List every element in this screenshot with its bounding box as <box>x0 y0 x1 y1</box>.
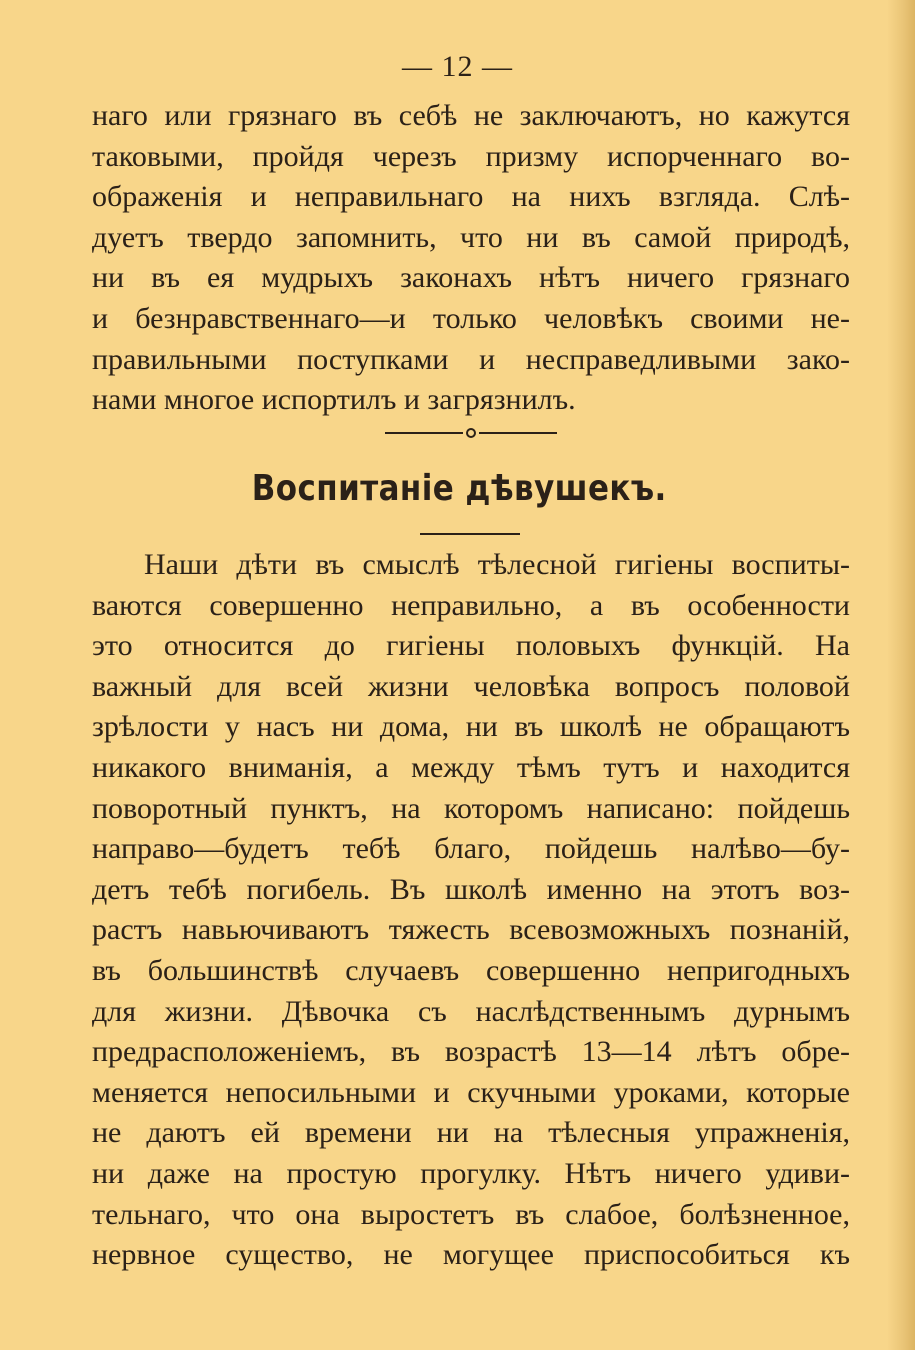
page-number: — 12 — <box>402 50 513 83</box>
text-line: ваются совершенно неправильно, а въ особенности <box>92 588 850 622</box>
text-line: ни въ ея мудрыхъ законахъ нѣтъ ничего грязнаго <box>92 261 850 295</box>
text-line: таковыми, пройдя черезъ призму испорченнаго во- <box>92 139 850 173</box>
text-line: правильными поступками и несправедливыми зако- <box>92 342 850 376</box>
text-line: предрасположеніемъ, въ возрастѣ 13—14 лѣтъ обре- <box>92 1035 850 1069</box>
text-line: въ большинствѣ случаевъ совершенно непригодныхъ <box>92 953 850 987</box>
title-underline <box>420 533 520 535</box>
text-line: зрѣлости у насъ ни дома, ни въ школѣ не обращаютъ <box>92 710 850 744</box>
text-line: нервное существо, не могущее приспособиться къ <box>92 1238 850 1272</box>
text-line: ображенія и неправильнаго на нихъ взгляда. Слѣ- <box>92 180 850 214</box>
text-line: тельнаго, что она выростетъ въ слабое, болѣзненное, <box>92 1197 850 1231</box>
text-line: направо—будетъ тебѣ благо, пойдешь налѣво—бу- <box>92 832 850 866</box>
text-line: для жизни. Дѣвочка съ наслѣдственнымъ дурнымъ <box>92 994 850 1028</box>
text-line: меняется непосильными и скучными уроками, которые <box>92 1075 850 1109</box>
text-line: и безнравственнаго—и только человѣкъ своими не- <box>92 301 850 335</box>
text-line: Наши дѣти въ смыслѣ тѣлесной гигіены воспиты- <box>144 548 850 581</box>
text-line: наго или грязнаго въ себѣ не заключаютъ, но кажутся <box>92 99 850 132</box>
text-line: дуетъ твердо запомнить, что ни въ самой природѣ, <box>92 220 850 254</box>
paragraph-new <box>92 545 850 1276</box>
text-line: не даютъ ей времени ни на тѣлесныя упражненія, <box>92 1116 850 1150</box>
text-line: ни даже на простую прогулку. Нѣтъ ничего удиви- <box>92 1156 850 1190</box>
text-line: важный для всей жизни человѣка вопросъ половой <box>92 669 850 703</box>
paragraph-continued <box>92 96 850 421</box>
section-title: Воспитаніе дѣвушекъ. <box>251 468 667 509</box>
text-line: растъ навьючиваютъ тяжесть всевозможныхъ познаній, <box>92 913 850 947</box>
text-line: нами многое испортилъ и загрязнилъ. <box>92 383 576 417</box>
text-line: детъ тебѣ погибель. Въ школѣ именно на этотъ воз- <box>92 872 850 906</box>
text-line: поворотный пунктъ, на которомъ написано: пойдешь <box>92 791 850 825</box>
text-line: никакого вниманія, а между тѣмъ тутъ и находится <box>92 750 850 784</box>
text-line: это относится до гигіены половыхъ функцій. На <box>92 629 850 663</box>
section-divider <box>385 425 557 441</box>
page-edge-shadow <box>887 0 915 1350</box>
